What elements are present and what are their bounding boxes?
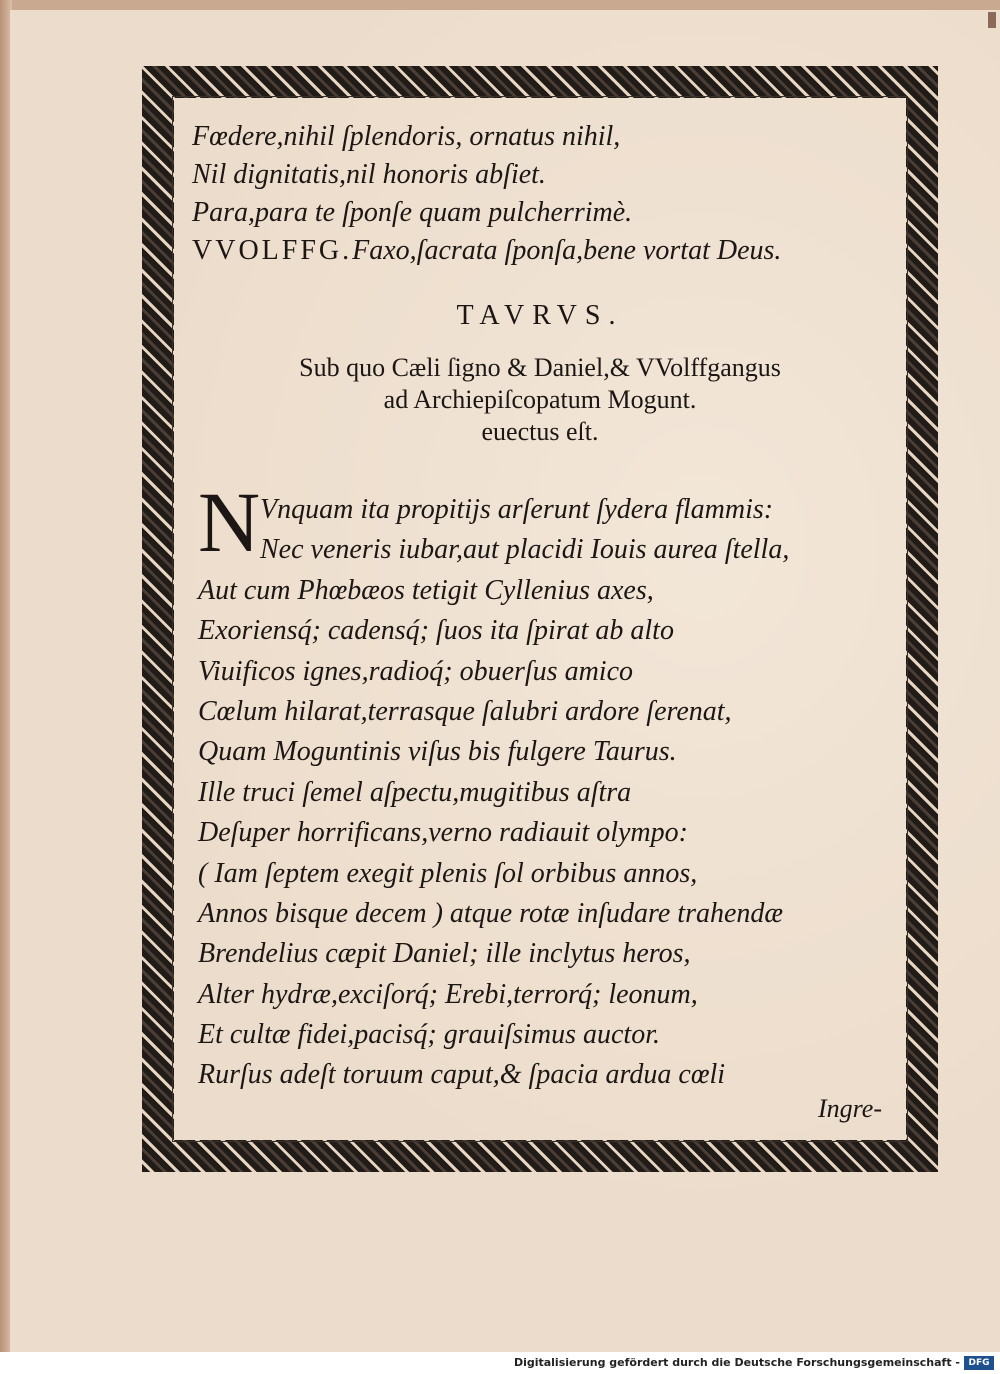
poem-line: Quam Moguntinis viſus bis fulgere Taurus.: [198, 736, 677, 768]
poem-line: Vnquam ita propitijs arſerunt ſydera flammis:: [260, 494, 774, 525]
poem-line: Deſuper horrificans,verno radiauit olympo:: [198, 817, 688, 849]
section-heading: TAVRVS.: [456, 300, 624, 331]
dfg-logo-icon[interactable]: DFG: [964, 1356, 994, 1370]
footer-bar: [0, 1352, 1000, 1374]
poem-line: Nec veneris iubar,aut placidi Iouis aurea ſtella,: [260, 534, 790, 566]
verse-line: Para,para te ſponſe quam pulcherrimè.: [192, 197, 633, 228]
section-subheading: [172, 352, 908, 448]
poem-line: Et cultæ fidei,pacisq́; grauiſsimus auctor.: [198, 1019, 660, 1051]
speaker-line: [192, 232, 892, 270]
poem-line: Rurſus adeſt toruum caput,& ſpacia ardua cœli: [198, 1059, 726, 1091]
poem-line: ( Iam ſeptem exegit plenis ſol orbibus annos,: [198, 857, 698, 889]
poem-line: Ille truci ſemel aſpectu,mugitibus aſtra: [198, 776, 632, 808]
poem-line: Annos bisque decem ) atque rotæ inſudare trahendæ: [198, 897, 784, 929]
poem-line: Cœlum hilarat,terrasque ſalubri ardore ſerenat,: [198, 695, 732, 727]
poem-line: Aut cum Phœbæos tetigit Cyllenius axes,: [198, 574, 654, 606]
catchword: Ingre-: [818, 1094, 883, 1123]
poem-line: Exoriensq́; cadensq́; ſuos ita ſpirat ab alto: [198, 615, 674, 647]
verse-line: Nil dignitatis,nil honoris abſiet.: [192, 159, 546, 190]
verse-top: [192, 118, 892, 270]
speaker-name: VVOLFFG.: [192, 235, 353, 266]
footer-credit: Digitalisierung gefördert durch die Deutsche Forschungsgemeinschaft -: [513, 1356, 960, 1369]
poem-body: [198, 490, 898, 1096]
drop-cap: N: [198, 474, 261, 570]
subheading-line: Sub quo Cæli ſigno & Daniel,& VVolffgangus: [299, 353, 781, 382]
subheading-line: euectus eſt.: [481, 417, 599, 446]
poem-line: Brendelius cæpit Daniel; ille inclytus heros,: [198, 938, 691, 970]
poem-line: Alter hydræ,exciſorq́; Erebi,terrorq́; leonum,: [198, 978, 698, 1010]
page-corner-mark: [988, 12, 996, 28]
verse-line: Fœdere,nihil ſplendoris, ornatus nihil,: [192, 121, 621, 152]
speaker-text: Faxo,ſacrata ſponſa,bene vortat Deus.: [352, 235, 782, 266]
subheading-line: ad Archiepiſcopatum Mogunt.: [383, 385, 697, 414]
poem-line: Viuificos ignes,radioq́; obuerſus amico: [198, 655, 633, 687]
